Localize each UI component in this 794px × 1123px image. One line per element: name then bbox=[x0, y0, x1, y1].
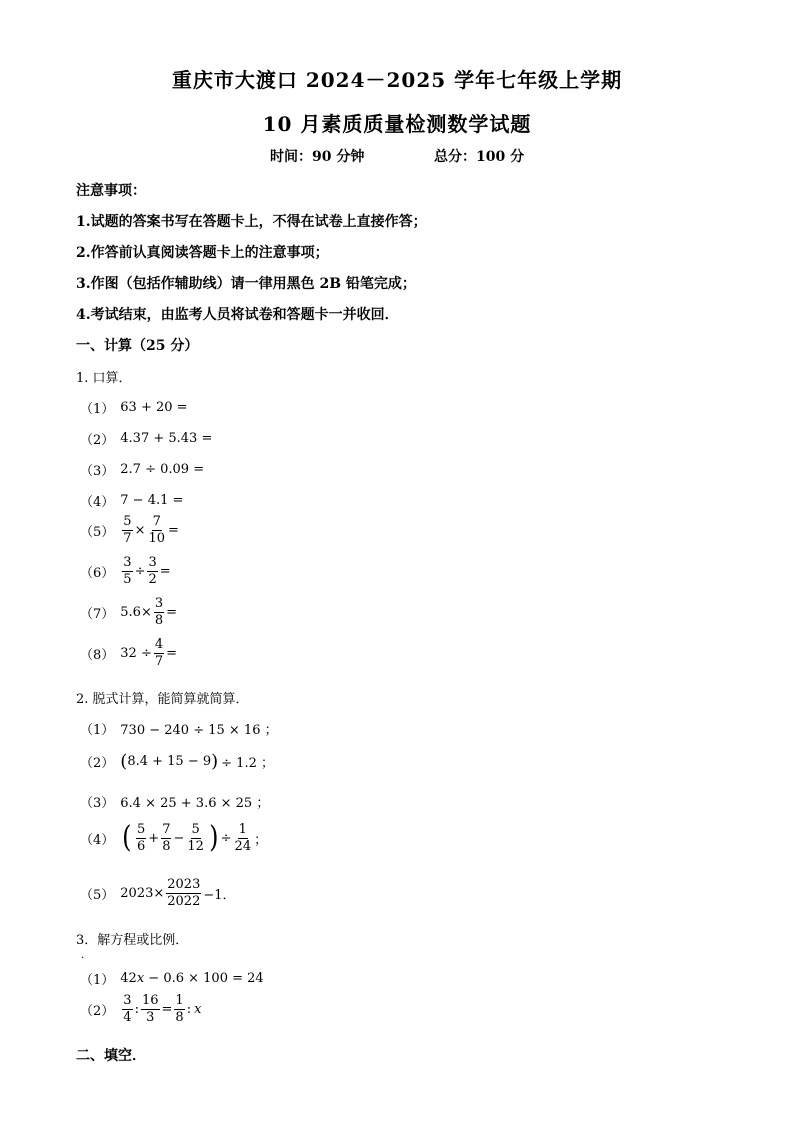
item-expression: 7 − 4.1 = bbox=[120, 493, 184, 508]
fraction bbox=[122, 556, 132, 586]
fraction bbox=[166, 878, 201, 908]
q2-title: 2. 脱式计算，能简算就简算． bbox=[76, 692, 249, 707]
equals: = bbox=[166, 604, 178, 620]
fraction bbox=[141, 994, 160, 1024]
q3-item-1 bbox=[80, 969, 264, 988]
q1-title: 1. 口算． bbox=[76, 371, 132, 386]
equals: = bbox=[166, 645, 178, 661]
note-item: 3.作图（包括作辅助线）请一律用黑色 2B 铅笔完成； bbox=[76, 276, 416, 292]
item-prefix: 5.6× bbox=[120, 604, 152, 620]
item-suffix: − 0.6 × 100 = 24 bbox=[144, 971, 264, 986]
operator: × bbox=[134, 522, 146, 538]
denominator: 8 bbox=[162, 838, 171, 854]
exam-time: 时间：90 分钟 bbox=[270, 149, 365, 165]
q1-item-1 bbox=[80, 398, 188, 417]
item-suffix: ÷ 1.2 ； bbox=[221, 756, 274, 771]
variable-x: x bbox=[194, 1001, 202, 1017]
q2-item-4 bbox=[80, 820, 268, 856]
fraction bbox=[161, 823, 171, 853]
equals: = bbox=[159, 563, 171, 579]
item-number: （1） bbox=[80, 402, 115, 417]
numerator: 7 bbox=[162, 822, 171, 837]
q2-item-3 bbox=[80, 792, 269, 811]
fraction bbox=[122, 515, 132, 545]
item-expression: 63 + 20 = bbox=[120, 400, 188, 415]
variable-x: x bbox=[136, 971, 145, 986]
note-item: 4.考试结束，由监考人员将试卷和答题卡一并收回． bbox=[76, 307, 399, 323]
q1-item-7 bbox=[80, 597, 177, 627]
q1-item-5 bbox=[80, 515, 179, 545]
q3-title: 3．解方程或比例． bbox=[76, 933, 189, 948]
ratio-sep: : bbox=[186, 1001, 192, 1017]
numerator: 3 bbox=[154, 596, 164, 611]
item-expression: 730 − 240 ÷ 15 × 16 ； bbox=[120, 723, 278, 738]
operator: ÷ bbox=[134, 563, 146, 579]
numerator: 5 bbox=[123, 514, 132, 529]
numerator: 5 bbox=[137, 822, 146, 837]
q1-item-3 bbox=[80, 460, 204, 479]
numerator: 1 bbox=[238, 822, 247, 837]
ratio-sep: : bbox=[134, 1001, 139, 1017]
operator: ÷ bbox=[220, 830, 232, 846]
exam-title-line2: 10 月素质质量检测数学试题 bbox=[262, 112, 532, 136]
stray-dot: · bbox=[81, 953, 85, 964]
left-paren: ( bbox=[120, 750, 128, 772]
numerator: 7 bbox=[152, 514, 161, 529]
q1-item-6 bbox=[80, 556, 171, 586]
denominator: 6 bbox=[137, 838, 146, 854]
fraction bbox=[122, 994, 132, 1024]
note-item: 2.作答前认真阅读答题卡上的注意事项； bbox=[76, 245, 329, 261]
fraction bbox=[154, 638, 164, 668]
item-number: （5） bbox=[80, 887, 115, 903]
equals: = bbox=[168, 522, 179, 538]
q1-item-4 bbox=[80, 491, 183, 510]
section1-heading: 一、计算（25 分） bbox=[76, 338, 199, 354]
item-expression: 4.37 + 5.43 = bbox=[120, 431, 213, 446]
denominator: 12 bbox=[187, 838, 204, 854]
numerator: 2023 bbox=[167, 877, 201, 892]
right-paren: ) bbox=[211, 750, 219, 772]
item-expression: 6.4 × 25 + 3.6 × 25 ； bbox=[120, 796, 270, 811]
operator: − bbox=[173, 830, 185, 846]
q2-item-5 bbox=[80, 878, 236, 908]
exam-total-score: 总分：100 分 bbox=[434, 149, 525, 165]
item-number: （7） bbox=[80, 606, 115, 622]
item-number: （5） bbox=[80, 524, 115, 540]
equals: = bbox=[161, 1001, 173, 1017]
denominator: 8 bbox=[175, 1009, 184, 1025]
numerator: 5 bbox=[191, 822, 200, 837]
fraction bbox=[186, 823, 205, 853]
numerator: 4 bbox=[154, 637, 164, 652]
denominator: 10 bbox=[148, 530, 166, 546]
notes-heading: 注意事项： bbox=[76, 183, 146, 199]
paren-content: 8.4 + 15 − 9 bbox=[127, 754, 212, 769]
item-end: ； bbox=[254, 832, 268, 848]
item-number: （8） bbox=[80, 647, 115, 663]
fraction bbox=[136, 823, 146, 853]
item-suffix: −1． bbox=[203, 887, 236, 903]
fraction bbox=[174, 994, 184, 1024]
q1-item-8 bbox=[80, 638, 177, 668]
item-number: （1） bbox=[80, 723, 115, 738]
denominator: 24 bbox=[234, 838, 252, 854]
item-number: （3） bbox=[80, 796, 115, 811]
item-number: （1） bbox=[80, 973, 115, 988]
item-prefix: 2023× bbox=[120, 885, 165, 901]
exam-title-line1: 重庆市大渡口 2024－2025 学年七年级上学期 bbox=[171, 68, 623, 92]
item-number: （6） bbox=[80, 565, 115, 581]
q2-item-1 bbox=[80, 719, 278, 738]
left-paren: ( bbox=[122, 820, 132, 856]
denominator: 8 bbox=[154, 612, 164, 628]
denominator: 4 bbox=[123, 1009, 132, 1025]
item-number: （2） bbox=[80, 1003, 115, 1019]
q1-item-2 bbox=[80, 429, 212, 448]
item-number: （2） bbox=[80, 756, 115, 771]
q2-item-2 bbox=[80, 752, 274, 771]
operator: + bbox=[148, 830, 160, 846]
item-number: （4） bbox=[80, 832, 115, 848]
fraction bbox=[154, 597, 164, 627]
denominator: 7 bbox=[154, 653, 164, 669]
fraction bbox=[234, 823, 253, 853]
numerator: 3 bbox=[123, 993, 132, 1008]
fraction bbox=[147, 515, 166, 545]
item-prefix: 32 ÷ bbox=[120, 645, 152, 661]
denominator: 2 bbox=[148, 571, 157, 587]
item-expression: 2.7 ÷ 0.09 = bbox=[120, 462, 205, 477]
denominator: 3 bbox=[146, 1009, 155, 1025]
numerator: 1 bbox=[175, 993, 184, 1008]
section2-heading: 二、填空． bbox=[76, 1048, 146, 1064]
denominator: 2022 bbox=[167, 893, 201, 909]
right-paren: ) bbox=[209, 820, 219, 856]
item-number: （4） bbox=[80, 495, 115, 510]
item-number: （3） bbox=[80, 464, 115, 479]
numerator: 3 bbox=[148, 555, 157, 570]
note-item: 1.试题的答案书写在答题卡上，不得在试卷上直接作答； bbox=[76, 214, 427, 230]
item-prefix: 42 bbox=[120, 971, 137, 986]
denominator: 5 bbox=[123, 571, 132, 587]
q3-item-2 bbox=[80, 994, 201, 1024]
item-number: （2） bbox=[80, 433, 115, 448]
numerator: 16 bbox=[141, 993, 159, 1008]
numerator: 3 bbox=[123, 555, 132, 570]
fraction bbox=[147, 556, 157, 586]
denominator: 7 bbox=[123, 530, 132, 546]
